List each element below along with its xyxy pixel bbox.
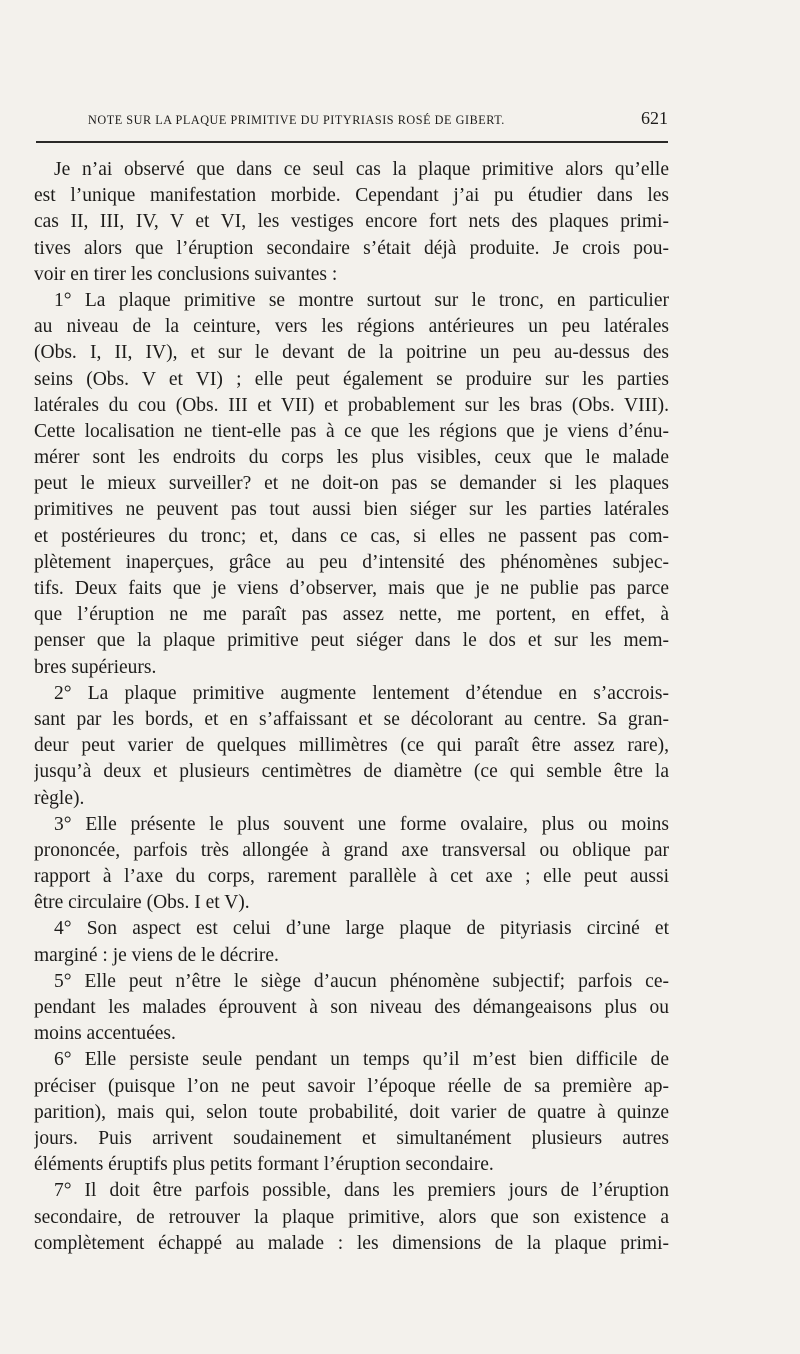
text-line: cas II, III, IV, V et VI, les vestiges encore fort nets des plaques primi- — [34, 211, 669, 233]
text-line: pendant les malades éprouvent à son niveau des démangeaisons plus ou — [34, 997, 669, 1018]
text-line: 6° Elle persiste seule pendant un temps qu’il m’est bien difficile de — [54, 1049, 669, 1071]
text-line: 2° La plaque primitive augmente lentement d’étendue en s’accrois- — [54, 682, 669, 704]
text-line: secondaire, de retrouver la plaque primitive, alors que son existence a — [34, 1206, 669, 1228]
text-line: rapport à l’axe du corps, rarement parallèle à cet axe ; elle peut aussi — [34, 866, 669, 888]
text-line: et postérieures du tronc; et, dans ce cas, si elles ne passent pas com- — [34, 525, 669, 547]
text-line: règle). — [34, 787, 85, 809]
text-line: jours. Puis arrivent soudainement et simultanément plusieurs autres — [34, 1127, 669, 1149]
text-line: 3° Elle présente le plus souvent une forme ovalaire, plus ou moins — [54, 813, 669, 835]
text-line: jusqu’à deux et plusieurs centimètres de diamètre (ce qui semble être la — [34, 761, 669, 783]
text-line: tives alors que l’éruption secondaire s’était déjà produite. Je crois pou- — [34, 237, 669, 259]
text-line: latérales du cou (Obs. III et VII) et probablement sur les bras (Obs. VIII). — [34, 394, 669, 416]
text-line: 1° La plaque primitive se montre surtout sur le tronc, en particulier — [54, 289, 669, 311]
text-line: deur peut varier de quelques millimètres (ce qui paraît être assez rare), — [34, 735, 669, 757]
header-rule — [36, 141, 668, 143]
text-line: est l’unique manifestation morbide. Cependant j’ai pu étudier dans les — [34, 185, 669, 207]
text-line: 7° Il doit être parfois possible, dans les premiers jours de l’éruption — [54, 1180, 669, 1202]
text-line: marginé : je viens de le décrire. — [34, 944, 279, 966]
text-line: 5° Elle peut n’être le siège d’aucun phénomène subjectif; parfois ce- — [54, 970, 669, 992]
running-title: NOTE SUR LA PLAQUE PRIMITIVE DU PITYRIASIS ROSÉ DE GIBERT. — [88, 113, 505, 127]
text-line: être circulaire (Obs. I et V). — [34, 892, 250, 914]
text-line: bres supérieurs. — [34, 656, 157, 678]
body-text — [34, 157, 669, 1257]
text-line: voir en tirer les conclusions suivantes : — [34, 263, 338, 285]
text-line: au niveau de la ceinture, vers les régions antérieures un peu latérales — [34, 316, 669, 338]
text-line: plètement inaperçues, grâce au peu d’intensité des phénomènes subjec- — [34, 551, 669, 573]
text-line: prononcée, parfois très allongée à grand axe transversal ou oblique par — [34, 839, 669, 861]
text-line: tifs. Deux faits que je viens d’observer, mais que je ne publie pas parce — [34, 578, 669, 599]
text-line: préciser (puisque l’on ne peut savoir l’époque réelle de sa première ap- — [34, 1075, 669, 1097]
text-line: (Obs. I, II, IV), et sur le devant de la poitrine un peu au-dessus des — [34, 342, 669, 364]
text-line: penser que la plaque primitive peut siéger dans le dos et sur les mem- — [34, 630, 669, 652]
text-line: moins accentuées. — [34, 1023, 176, 1045]
text-line: parition), mais qui, selon toute probabilité, doit varier de quatre à quinze — [34, 1101, 669, 1123]
text-line: mérer sont les endroits du corps les plus visibles, ceux que le malade — [34, 447, 669, 469]
text-line: seins (Obs. V et VI) ; elle peut également se produire sur les parties — [34, 368, 669, 390]
text-line: que l’éruption ne me paraît pas assez nette, me portent, en effet, à — [34, 604, 669, 626]
text-line: complètement échappé au malade : les dimensions de la plaque primi- — [34, 1232, 669, 1254]
text-line: éléments éruptifs plus petits formant l’éruption secondaire. — [34, 1154, 494, 1176]
text-line: peut le mieux surveiller? et ne doit-on pas se demander si les plaques — [34, 473, 669, 495]
text-line: primitives ne peuvent pas tout aussi bien siéger sur les parties latérales — [34, 499, 669, 521]
text-line: 4° Son aspect est celui d’une large plaque de pityriasis circiné et — [54, 918, 669, 940]
text-line: Je n’ai observé que dans ce seul cas la plaque primitive alors qu’elle — [54, 159, 669, 180]
text-line: Cette localisation ne tient-elle pas à ce que les régions que je viens d’énu- — [34, 420, 669, 442]
text-line: sant par les bords, et en s’affaissant et se décolorant au centre. Sa gran- — [34, 708, 669, 730]
page-header — [88, 108, 668, 130]
page-number: 621 — [641, 108, 668, 128]
